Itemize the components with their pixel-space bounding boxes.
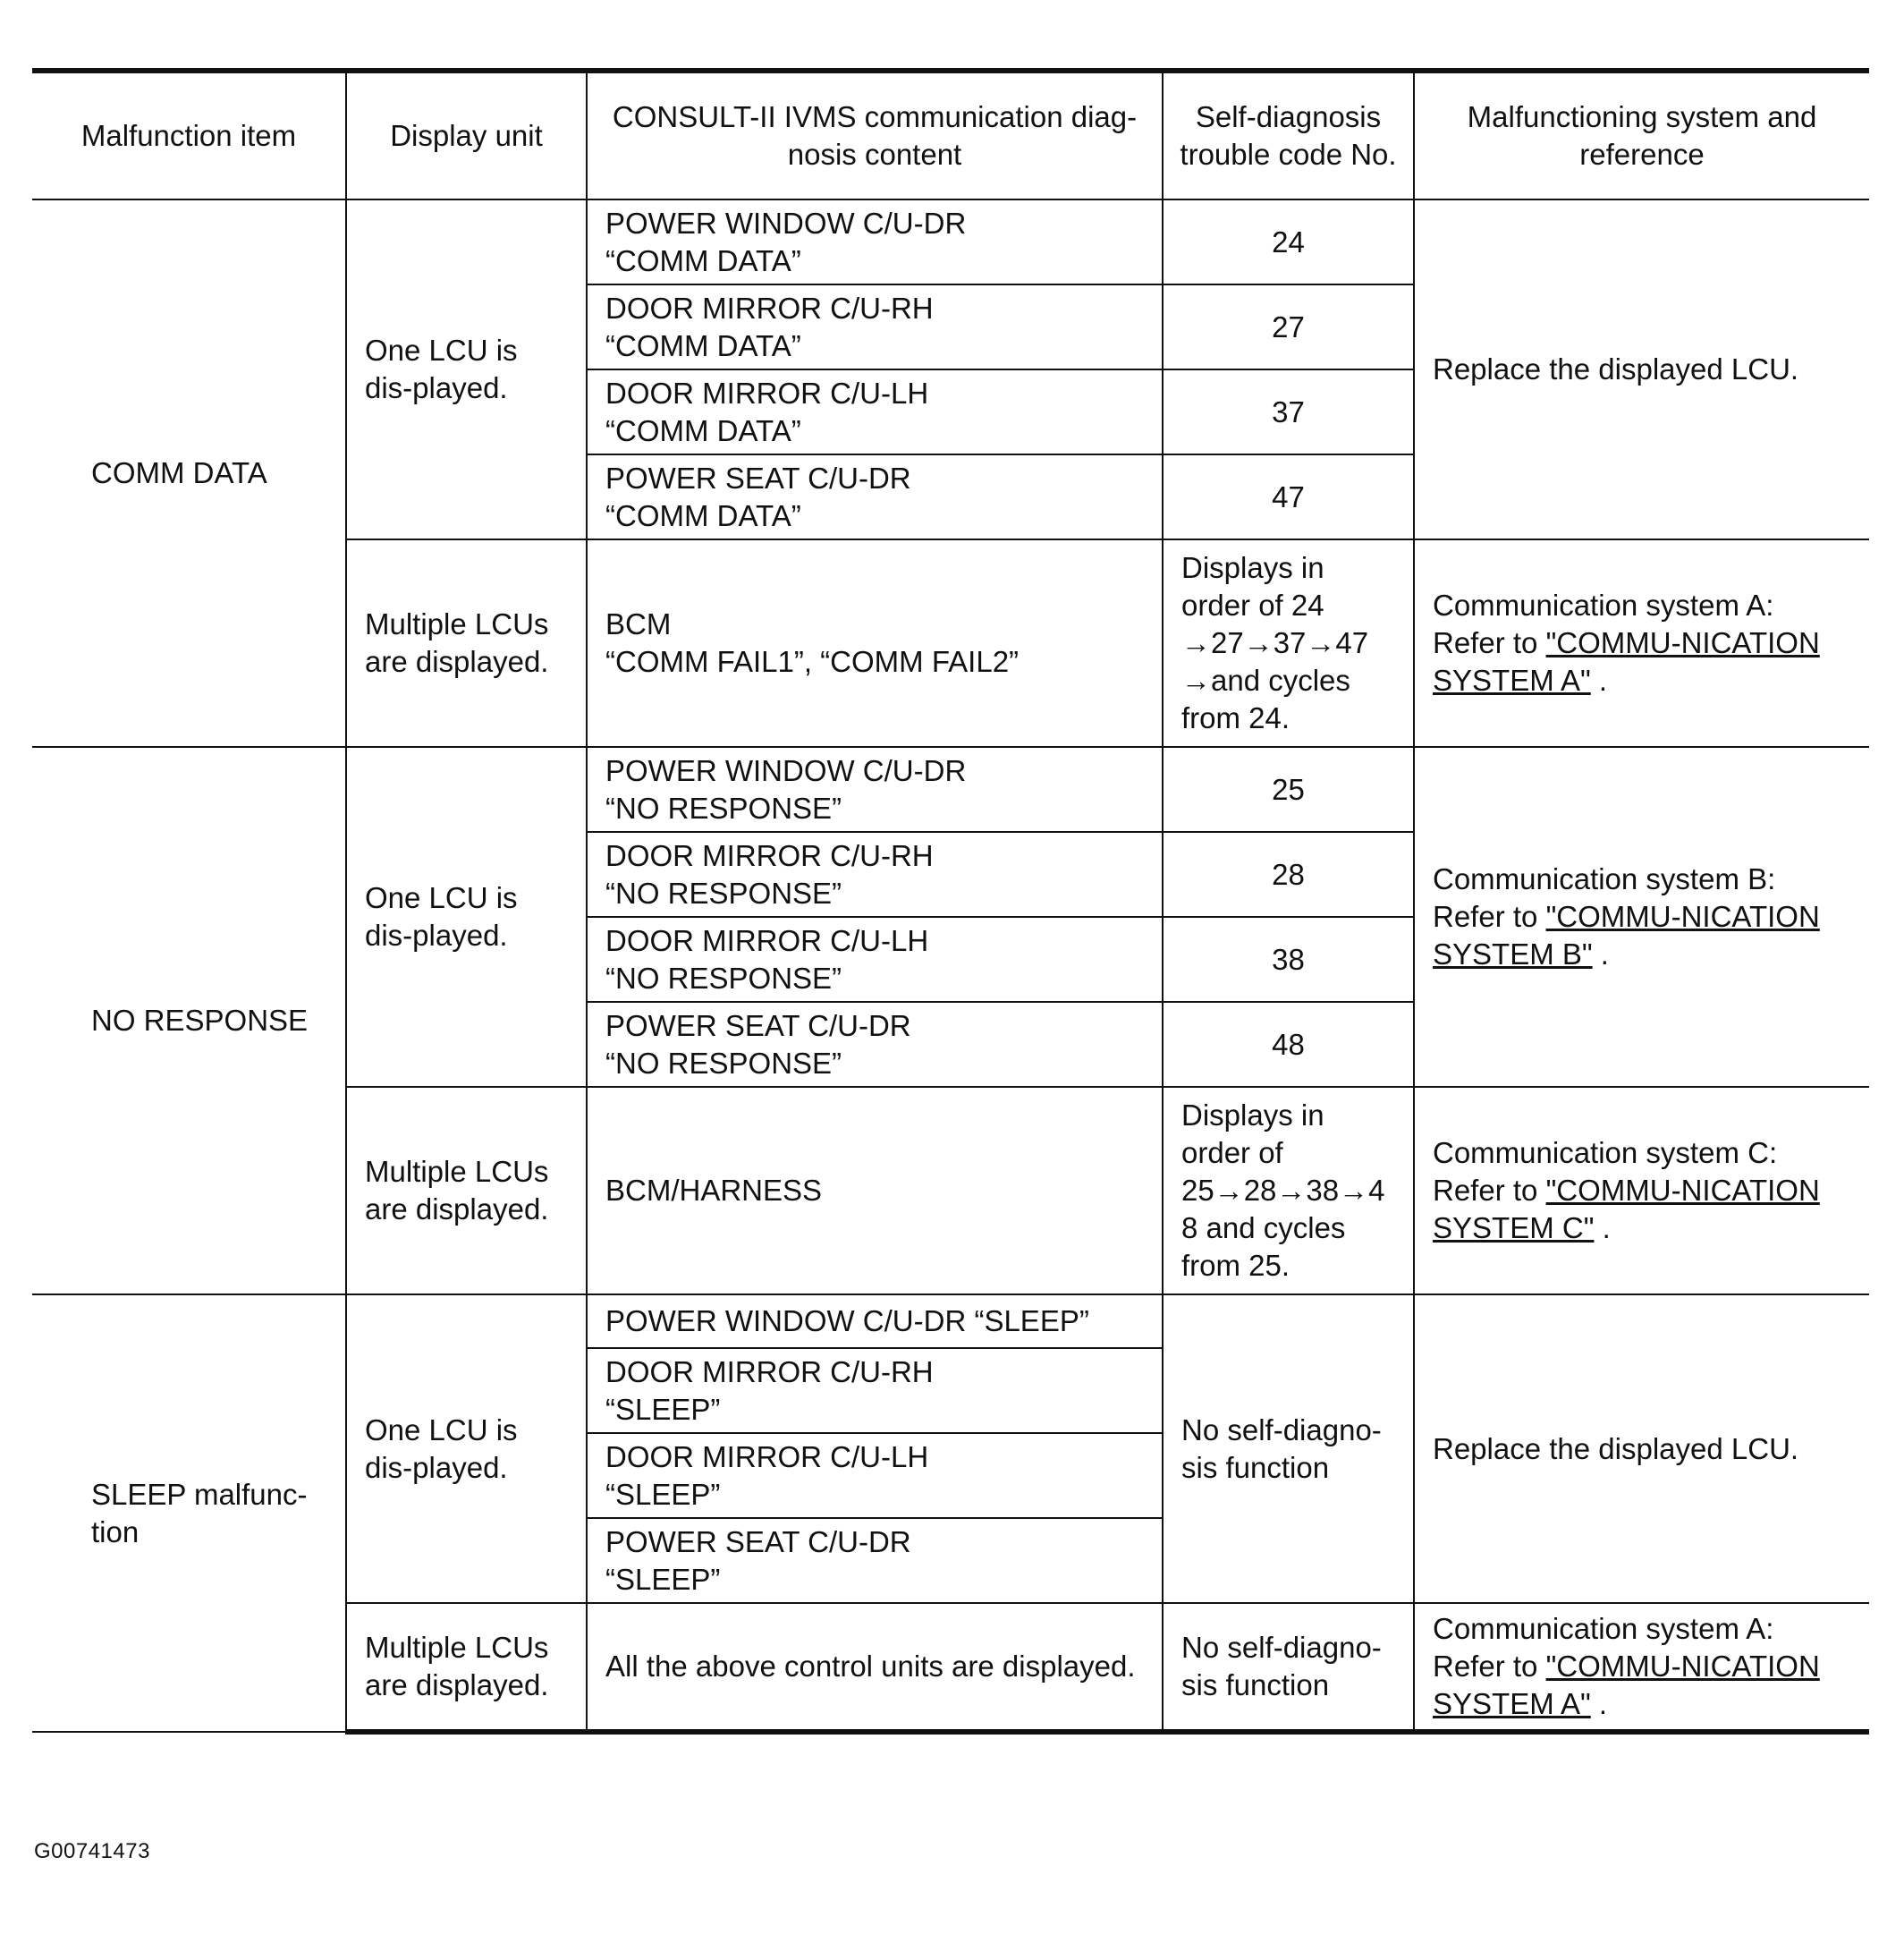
system-reference: Communication system B: Refer to "COMMU-NICATION SYSTEM B" . [1414, 747, 1869, 1087]
system-reference: Communication system C: Refer to "COMMU-NICATION SYSTEM C" . [1414, 1087, 1869, 1294]
diagnosis-content: All the above control units are displayed. [587, 1603, 1163, 1732]
diagnosis-table [32, 68, 1869, 1735]
diagnosis-content: DOOR MIRROR C/U-RH “COMM DATA” [587, 284, 1163, 369]
header-row [32, 71, 1869, 199]
reference-link[interactable]: "COMMU-NICATION SYSTEM A" [1433, 1650, 1820, 1720]
header-malfunctioning-system: Malfunctioning system and reference [1414, 71, 1869, 199]
system-reference: Replace the displayed LCU. [1414, 1294, 1869, 1603]
trouble-code: 28 [1163, 832, 1414, 917]
display-unit-multiple: Multiple LCUs are displayed. [346, 539, 587, 747]
system-reference: Replace the displayed LCU. [1414, 199, 1869, 539]
table-row [32, 1294, 1869, 1348]
diagnosis-content: DOOR MIRROR C/U-RH “NO RESPONSE” [587, 832, 1163, 917]
header-malfunction-item: Malfunction item [32, 71, 346, 199]
trouble-code: No self-diagno-sis function [1163, 1603, 1414, 1732]
malfunction-item-sleep: SLEEP malfunc-tion [32, 1294, 346, 1732]
figure-id: G00741473 [34, 1839, 150, 1863]
display-unit-one: One LCU is dis-played. [346, 199, 587, 539]
display-unit-one: One LCU is dis-played. [346, 747, 587, 1087]
system-reference: Communication system A: Refer to "COMMU-NICATION SYSTEM A" . [1414, 1603, 1869, 1732]
display-unit-multiple: Multiple LCUs are displayed. [346, 1603, 587, 1732]
diagnosis-content: POWER WINDOW C/U-DR “NO RESPONSE” [587, 747, 1163, 832]
diagnosis-content: POWER SEAT C/U-DR “NO RESPONSE” [587, 1002, 1163, 1087]
trouble-code: 24 [1163, 199, 1414, 284]
diagnosis-content: POWER WINDOW C/U-DR “SLEEP” [587, 1294, 1163, 1348]
table-row [32, 199, 1869, 284]
diagnosis-content: POWER SEAT C/U-DR “SLEEP” [587, 1518, 1163, 1603]
display-unit-one: One LCU is dis-played. [346, 1294, 587, 1603]
trouble-code: 48 [1163, 1002, 1414, 1087]
trouble-code: No self-diagno-sis function [1163, 1294, 1414, 1603]
diagnosis-content: BCM/HARNESS [587, 1087, 1163, 1294]
diagnosis-content: DOOR MIRROR C/U-RH “SLEEP” [587, 1348, 1163, 1433]
trouble-code: 38 [1163, 917, 1414, 1002]
trouble-code: 27 [1163, 284, 1414, 369]
diagnosis-content: DOOR MIRROR C/U-LH “SLEEP” [587, 1433, 1163, 1518]
table-row [32, 747, 1869, 832]
reference-link[interactable]: "COMMU-NICATION SYSTEM A" [1433, 626, 1820, 697]
reference-link[interactable]: "COMMU-NICATION SYSTEM C" [1433, 1174, 1820, 1244]
reference-link[interactable]: "COMMU-NICATION SYSTEM B" [1433, 900, 1820, 971]
trouble-code: 47 [1163, 454, 1414, 539]
diagnosis-content: POWER WINDOW C/U-DR “COMM DATA” [587, 199, 1163, 284]
trouble-code: 37 [1163, 369, 1414, 454]
header-diagnosis-content: CONSULT-II IVMS communication diag-nosis content [587, 71, 1163, 199]
malfunction-item-no-response: NO RESPONSE [32, 747, 346, 1294]
trouble-code: Displays in order of 25→28→38→4 8 and cycles from 25. [1163, 1087, 1414, 1294]
diagnosis-content: POWER SEAT C/U-DR “COMM DATA” [587, 454, 1163, 539]
malfunction-item-comm-data: COMM DATA [32, 199, 346, 747]
header-trouble-code: Self-diagnosis trouble code No. [1163, 71, 1414, 199]
trouble-code: Displays in order of 24 →27→37→47 →and cycles from 24. [1163, 539, 1414, 747]
diagnosis-content: DOOR MIRROR C/U-LH “COMM DATA” [587, 369, 1163, 454]
diagnosis-content: DOOR MIRROR C/U-LH “NO RESPONSE” [587, 917, 1163, 1002]
diagnosis-content: BCM “COMM FAIL1”, “COMM FAIL2” [587, 539, 1163, 747]
trouble-code: 25 [1163, 747, 1414, 832]
display-unit-multiple: Multiple LCUs are displayed. [346, 1087, 587, 1294]
header-display-unit: Display unit [346, 71, 587, 199]
system-reference: Communication system A: Refer to "COMMU-NICATION SYSTEM A" . [1414, 539, 1869, 747]
